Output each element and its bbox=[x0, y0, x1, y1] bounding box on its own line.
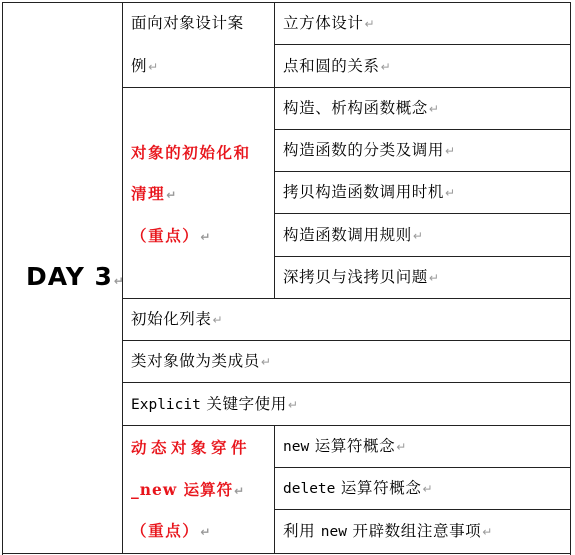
init-cleanup-label bbox=[131, 143, 251, 163]
dynamic-item bbox=[283, 478, 433, 499]
member-object-row bbox=[131, 351, 271, 372]
member-object-label: 类对象做为类成员 bbox=[131, 352, 260, 370]
table-border-bottom bbox=[2, 553, 571, 554]
paragraph-mark: ↵ bbox=[148, 60, 159, 74]
dynamic-label-key bbox=[131, 521, 210, 542]
paragraph-mark: ↵ bbox=[482, 525, 493, 539]
paragraph-mark: ↵ bbox=[364, 17, 375, 31]
paragraph-mark: ↵ bbox=[113, 274, 124, 288]
table-border-top bbox=[2, 2, 571, 3]
case-study-item bbox=[283, 56, 391, 77]
init-cleanup-label-cont bbox=[131, 184, 176, 205]
init-cleanup-item bbox=[283, 225, 423, 246]
paragraph-mark: ↵ bbox=[260, 355, 271, 369]
row-line bbox=[122, 382, 571, 383]
case-study-item-1: 立方体设计 bbox=[283, 14, 364, 32]
day-label bbox=[26, 262, 124, 291]
row-line bbox=[274, 509, 571, 510]
paragraph-mark: ↵ bbox=[422, 482, 433, 496]
init-cleanup-item bbox=[283, 140, 455, 161]
explicit-row bbox=[131, 394, 298, 415]
row-line bbox=[274, 256, 571, 257]
case-study-item bbox=[283, 13, 375, 34]
explicit-keyword: Explicit bbox=[131, 397, 201, 413]
table-border-left bbox=[2, 2, 3, 555]
init-cleanup-label-key bbox=[131, 226, 210, 247]
dynamic-label bbox=[131, 438, 251, 458]
paragraph-mark: ↵ bbox=[166, 188, 177, 202]
init-list-label: 初始化列表 bbox=[131, 310, 212, 328]
init-cleanup-item-3: 拷贝构造函数调用时机 bbox=[283, 183, 445, 201]
init-cleanup-item-1: 构造、析构函数概念 bbox=[283, 99, 428, 117]
row-line bbox=[122, 425, 571, 426]
case-study-item-2: 点和圆的关系 bbox=[283, 57, 380, 75]
paragraph-mark: ↵ bbox=[428, 102, 439, 116]
dynamic-item-2-code: delete bbox=[283, 481, 336, 497]
row-line bbox=[274, 467, 571, 468]
paragraph-mark: ↵ bbox=[287, 398, 298, 412]
paragraph-mark: ↵ bbox=[445, 144, 456, 158]
dynamic-item-3-text: 开辟数组注意事项 bbox=[352, 522, 482, 540]
paragraph-mark: ↵ bbox=[200, 525, 211, 539]
init-cleanup-label-line3: （重点） bbox=[131, 226, 200, 245]
init-cleanup-item-5: 深拷贝与浅拷贝问题 bbox=[283, 268, 428, 286]
paragraph-mark: ↵ bbox=[428, 271, 439, 285]
case-study-label-cont bbox=[131, 56, 158, 77]
explicit-label: 关键字使用 bbox=[206, 395, 287, 413]
table-border-right bbox=[570, 2, 571, 555]
case-study-label bbox=[131, 13, 244, 33]
paragraph-mark: ↵ bbox=[234, 484, 245, 498]
row-line bbox=[122, 340, 571, 341]
init-cleanup-item bbox=[283, 267, 439, 288]
init-cleanup-item bbox=[283, 98, 439, 119]
dynamic-label-line2: _new 运算符 bbox=[131, 480, 234, 499]
case-study-label-line2: 例 bbox=[131, 57, 148, 75]
row-line bbox=[122, 87, 571, 88]
dynamic-label-line3: （重点） bbox=[131, 521, 200, 540]
paragraph-mark: ↵ bbox=[412, 229, 423, 243]
paragraph-mark: ↵ bbox=[212, 313, 223, 327]
dynamic-item-2-text: 运算符概念 bbox=[340, 479, 422, 497]
init-cleanup-item-4: 构造函数调用规则 bbox=[283, 226, 412, 244]
dynamic-label-cont bbox=[131, 480, 244, 501]
row-line bbox=[274, 213, 571, 214]
init-cleanup-item bbox=[283, 182, 455, 203]
divider-col2-bottom bbox=[274, 425, 275, 554]
divider-col2-top bbox=[274, 2, 275, 298]
dynamic-item-3-code: new bbox=[320, 524, 347, 540]
row-line bbox=[274, 129, 571, 130]
init-cleanup-label-line1: 对象的初始化和 bbox=[131, 143, 251, 162]
init-cleanup-item-2: 构造函数的分类及调用 bbox=[283, 141, 445, 159]
dynamic-item bbox=[283, 436, 406, 457]
row-line bbox=[274, 171, 571, 172]
day-text: DAY 3 bbox=[26, 262, 113, 291]
paragraph-mark: ↵ bbox=[396, 440, 407, 454]
dynamic-item-3-pre: 利用 bbox=[283, 522, 316, 540]
dynamic-item-1-text: 运算符概念 bbox=[314, 437, 396, 455]
dynamic-item bbox=[283, 521, 492, 542]
dynamic-label-line1: 动态对象穿件 bbox=[131, 438, 252, 457]
init-list-row bbox=[131, 309, 223, 330]
paragraph-mark: ↵ bbox=[200, 230, 211, 244]
paragraph-mark: ↵ bbox=[445, 186, 456, 200]
dynamic-item-1-code: new bbox=[283, 439, 310, 455]
row-line bbox=[122, 298, 571, 299]
row-line bbox=[274, 44, 571, 45]
paragraph-mark: ↵ bbox=[380, 60, 391, 74]
case-study-label-line1: 面向对象设计案 bbox=[131, 14, 244, 32]
init-cleanup-label-line2: 清理 bbox=[131, 184, 166, 203]
